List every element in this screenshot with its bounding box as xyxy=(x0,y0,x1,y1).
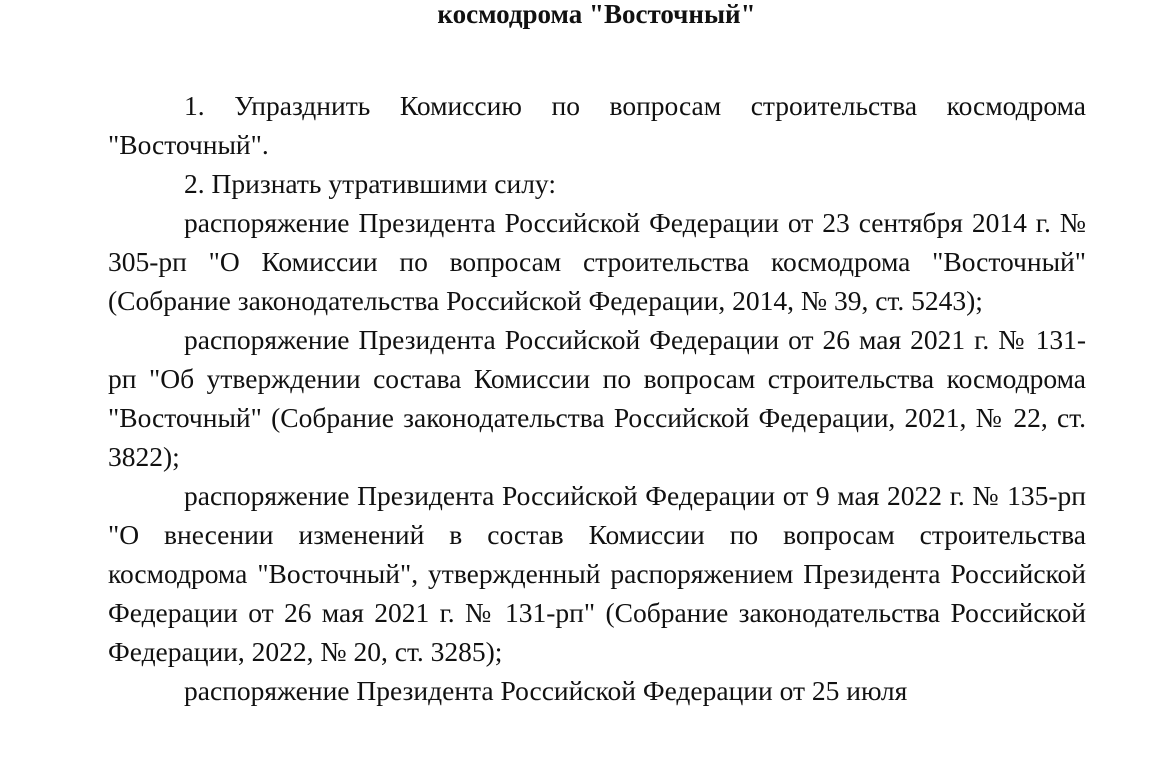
paragraph-repeal-order-2021: распоряжение Президента Российской Федерации от 26 мая 2021 г. № 131-рп "Об утверждении состава Комиссии по вопросам строительства космодрома "Восточный" (Собрание законодательства Российской Федерации, 2021, № 22, ст. 3822); xyxy=(108,324,1086,472)
paragraph-item-2: 2. Признать утратившими силу: xyxy=(184,168,556,199)
document-title: космодрома "Восточный" xyxy=(437,0,756,29)
paragraph-repeal-order-2014: распоряжение Президента Российской Федерации от 23 сентября 2014 г. № 305-рп "О Комиссии по вопросам строительства космодрома "Восточный" (Собрание законодательства Российской Федерации, 2014, № 39, ст. 5243); xyxy=(108,207,1086,316)
paragraph-repeal-order-2022: распоряжение Президента Российской Федерации от 9 мая 2022 г. № 135-рп "О внесении изменений в состав Комиссии по вопросам строительства космодрома "Восточный", утвержденный распоряжением Президента Российской Федерации от 26 мая 2021 г. № 131-рп" (Собрание законодательства Российской Федерации, 2022, № 20, ст. 3285); xyxy=(108,480,1086,667)
document-body xyxy=(108,86,1086,710)
paragraph-item-1: 1. Упразднить Комиссию по вопросам строительства космодрома "Восточный". xyxy=(108,90,1086,160)
paragraph-repeal-order-july: распоряжение Президента Российской Федерации от 25 июля xyxy=(184,675,908,706)
